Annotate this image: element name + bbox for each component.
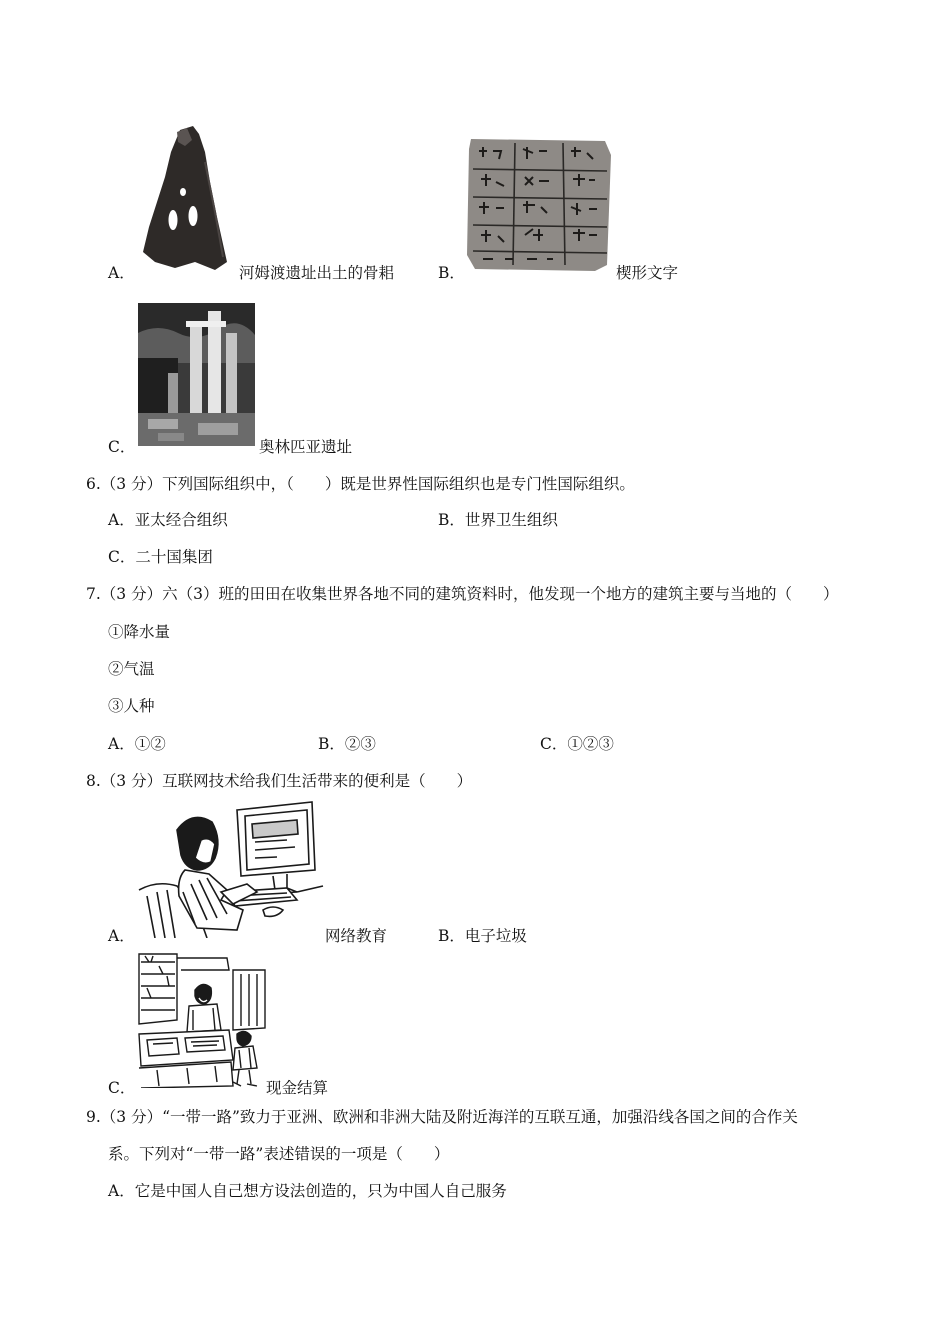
q6-option-a[interactable]: A．亚太经合组织 (108, 511, 228, 529)
q7-item-1: ①降水量 (108, 623, 171, 641)
bone-spade-image (135, 122, 235, 272)
q6-stem: 6.（3 分）下列国际组织中，（ ）既是世界性国际组织也是专门性国际组织。 (86, 475, 635, 493)
q8-stem: 8.（3 分）互联网技术给我们生活带来的便利是（ ） (86, 772, 473, 790)
q7-option-a[interactable]: A．①② (108, 735, 166, 753)
q8-option-c-letter[interactable]: C． (108, 1079, 136, 1097)
q7-stem: 7.（3 分）六（3）班的田田在收集世界各地不同的建筑资料时，他发现一个地方的建筑主要与当地的（ ） (86, 585, 839, 603)
q8-option-a-letter[interactable]: A． (108, 927, 135, 945)
online-education-image (137, 800, 327, 938)
q6-option-b[interactable]: B．世界卫生组织 (438, 511, 558, 529)
q8-option-c-caption: 现金结算 (266, 1079, 329, 1097)
q7-item-2: ②气温 (108, 660, 155, 678)
q9-stem-line2: 系。下列对“一带一路”表述错误的一项是（ ） (108, 1145, 450, 1163)
q5-option-b-caption: 楔形文字 (616, 264, 679, 282)
q5-option-b-letter[interactable]: B． (438, 264, 465, 282)
q7-option-c[interactable]: C．①②③ (540, 735, 614, 753)
q5-option-c-caption: 奥林匹亚遗址 (259, 438, 353, 456)
q6-option-c[interactable]: C．二十国集团 (108, 548, 213, 566)
cuneiform-tablet-image (465, 135, 613, 273)
q5-option-a-caption: 河姆渡遗址出土的骨耜 (239, 264, 395, 282)
q5-option-c-letter[interactable]: C． (108, 438, 136, 456)
q7-option-b[interactable]: B．②③ (318, 735, 376, 753)
olympia-ruins-image (138, 303, 255, 446)
q9-stem-line1: 9.（3 分）“一带一路”致力于亚洲、欧洲和非洲大陆及附近海洋的互联互通，加强沿线各国之间的合作关 (86, 1108, 798, 1126)
q8-option-a-caption: 网络教育 (325, 927, 388, 945)
q7-item-3: ③人种 (108, 697, 155, 715)
q8-option-b[interactable]: B．电子垃圾 (438, 927, 527, 945)
q5-option-a-letter[interactable]: A． (108, 264, 135, 282)
cash-payment-image (137, 950, 267, 1088)
q9-option-a[interactable]: A．它是中国人自己想方设法创造的，只为中国人自己服务 (108, 1182, 507, 1200)
